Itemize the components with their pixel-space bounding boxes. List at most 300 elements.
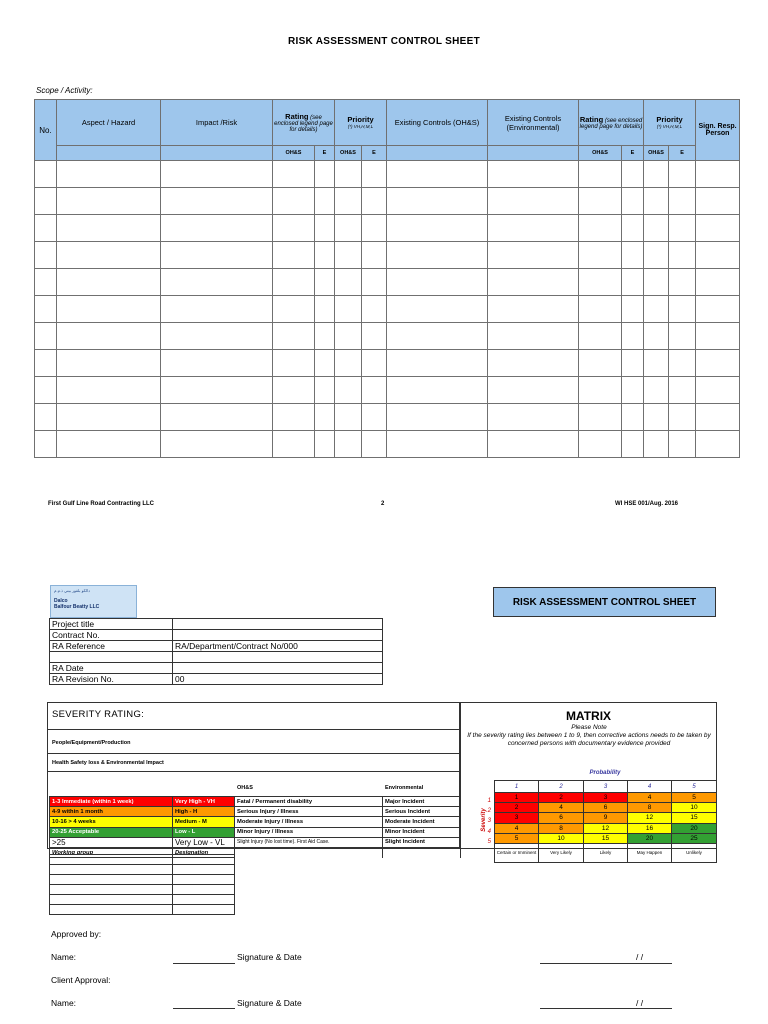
table-cell[interactable] xyxy=(579,296,622,323)
severity-number: 2 xyxy=(487,808,491,815)
severity-env: Major Incident xyxy=(383,797,461,807)
table-cell[interactable] xyxy=(57,242,161,269)
table-cell[interactable] xyxy=(335,296,362,323)
e-subheader: E xyxy=(362,146,387,161)
table-cell[interactable] xyxy=(315,188,335,215)
matrix-cell: 3 xyxy=(584,793,628,803)
ohs-subheader: OH&S xyxy=(644,146,669,161)
severity-env: Minor Incident xyxy=(383,827,461,837)
table-row xyxy=(35,161,740,188)
table-cell[interactable] xyxy=(488,161,579,188)
severity-row xyxy=(50,837,461,847)
footer-company: First Gulf Line Road Contracting LLC xyxy=(48,501,154,507)
table-cell[interactable] xyxy=(335,188,362,215)
table-cell[interactable] xyxy=(315,431,335,458)
table-cell[interactable] xyxy=(488,215,579,242)
table-cell[interactable] xyxy=(387,377,488,404)
matrix-row xyxy=(495,793,717,803)
table-cell[interactable] xyxy=(362,296,387,323)
info-label xyxy=(50,652,173,663)
table-cell[interactable] xyxy=(362,161,387,188)
table-cell[interactable] xyxy=(35,350,57,377)
table-cell[interactable] xyxy=(362,350,387,377)
rating-header-2: Rating (see enclosed legend page for details) xyxy=(579,100,644,146)
table-row xyxy=(35,296,740,323)
table-cell[interactable] xyxy=(622,404,644,431)
table-cell[interactable] xyxy=(335,350,362,377)
table-cell[interactable] xyxy=(273,323,315,350)
table-cell[interactable] xyxy=(488,431,579,458)
matrix-cell: 15 xyxy=(672,813,717,823)
severity-time: 4-9 within 1 month xyxy=(50,807,173,817)
table-cell[interactable] xyxy=(696,431,740,458)
client-name-line[interactable] xyxy=(173,1008,235,1009)
info-label: Project title xyxy=(50,619,173,630)
table-cell[interactable] xyxy=(669,188,696,215)
severity-row xyxy=(50,807,461,817)
table-cell[interactable] xyxy=(335,431,362,458)
table-row xyxy=(35,269,740,296)
table-row xyxy=(35,242,740,269)
info-row xyxy=(50,663,383,674)
matrix-cell: 4 xyxy=(495,823,539,833)
ohs-subheader: OH&S xyxy=(335,146,362,161)
severity-rating-title: SEVERITY RATING: xyxy=(52,709,145,720)
risk-assessment-table xyxy=(34,99,740,458)
table-cell[interactable] xyxy=(362,188,387,215)
table-cell[interactable] xyxy=(622,215,644,242)
matrix-cell: 2 xyxy=(495,803,539,813)
ohs-subheader: OH&S xyxy=(579,146,622,161)
table-cell[interactable] xyxy=(579,215,622,242)
environmental-column-label: Environmental xyxy=(385,785,424,791)
probability-label: Probability xyxy=(589,770,621,776)
table-cell[interactable] xyxy=(669,350,696,377)
probability-label-cell: Unlikely xyxy=(672,843,717,862)
probability-number: 4 xyxy=(628,781,672,793)
sign-header: Sign. Resp. Person xyxy=(696,100,740,161)
table-cell[interactable] xyxy=(315,296,335,323)
table-cell[interactable] xyxy=(57,404,161,431)
info-label: RA Date xyxy=(50,663,173,674)
table-cell[interactable] xyxy=(644,188,669,215)
table-cell[interactable] xyxy=(579,188,622,215)
table-cell[interactable] xyxy=(57,269,161,296)
table-cell[interactable] xyxy=(644,161,669,188)
table-cell[interactable] xyxy=(273,188,315,215)
table-cell[interactable] xyxy=(161,242,273,269)
table-cell[interactable] xyxy=(362,404,387,431)
severity-ohs: Serious Injury / Illness xyxy=(235,807,383,817)
no-header: No. xyxy=(35,100,57,161)
risk-matrix-table xyxy=(494,780,717,863)
table-cell[interactable] xyxy=(669,431,696,458)
table-cell[interactable] xyxy=(669,377,696,404)
info-value[interactable] xyxy=(173,619,383,630)
table-cell[interactable] xyxy=(161,296,273,323)
matrix-cell: 5 xyxy=(672,793,717,803)
table-cell[interactable] xyxy=(35,377,57,404)
company-logo: دالكو بلفور بيتي ذ.م.م Dalco Balfour Beatty LLC xyxy=(50,585,137,618)
client-date-slashes: / / xyxy=(636,998,644,1008)
severity-time: 1-3 Immediate (within 1 week) xyxy=(50,797,173,807)
table-cell[interactable] xyxy=(335,215,362,242)
table-cell[interactable] xyxy=(579,404,622,431)
matrix-cell: 10 xyxy=(539,833,584,843)
matrix-row xyxy=(495,813,717,823)
table-cell[interactable] xyxy=(579,431,622,458)
table-cell[interactable] xyxy=(273,269,315,296)
table-cell[interactable] xyxy=(622,161,644,188)
table-cell[interactable] xyxy=(387,188,488,215)
table-cell[interactable] xyxy=(387,242,488,269)
table-row xyxy=(35,377,740,404)
table-cell[interactable] xyxy=(335,404,362,431)
table-cell[interactable] xyxy=(488,188,579,215)
probability-label-cell: Certain or Imminent xyxy=(495,843,539,862)
severity-row xyxy=(50,797,461,807)
info-row xyxy=(50,652,383,663)
table-cell[interactable] xyxy=(57,323,161,350)
page-title: RISK ASSESSMENT CONTROL SHEET xyxy=(287,36,481,47)
table-cell[interactable] xyxy=(35,215,57,242)
table-cell[interactable] xyxy=(315,404,335,431)
ohs-column-label: OH&S xyxy=(237,785,253,791)
e-subheader: E xyxy=(315,146,335,161)
ohs-subheader: OH&S xyxy=(273,146,315,161)
probability-label-cell: Very Likely xyxy=(539,843,584,862)
table-cell[interactable] xyxy=(579,161,622,188)
table-cell[interactable] xyxy=(315,269,335,296)
matrix-cell: 20 xyxy=(672,823,717,833)
matrix-cell: 1 xyxy=(495,793,539,803)
scope-label: Scope / Activity: xyxy=(36,86,93,95)
table-cell[interactable] xyxy=(273,242,315,269)
table-row xyxy=(35,215,740,242)
info-label: Contract No. xyxy=(50,630,173,641)
table-cell[interactable] xyxy=(57,215,161,242)
severity-number: 4 xyxy=(487,828,491,835)
table-cell[interactable] xyxy=(644,404,669,431)
table-cell[interactable] xyxy=(622,269,644,296)
table-cell[interactable] xyxy=(622,350,644,377)
severity-level: High - H xyxy=(173,807,235,817)
severity-level: Very Low - VL xyxy=(173,837,235,847)
designation-label: Designation xyxy=(173,847,235,857)
existing-controls-env-header: Existing Controls (Environmental) xyxy=(488,100,579,146)
table-cell[interactable] xyxy=(387,269,488,296)
footer-page-number: 2 xyxy=(381,501,385,507)
table-cell[interactable] xyxy=(696,215,740,242)
table-cell[interactable] xyxy=(315,377,335,404)
e-subheader: E xyxy=(622,146,644,161)
table-cell[interactable] xyxy=(273,296,315,323)
table-cell[interactable] xyxy=(362,215,387,242)
table-cell[interactable] xyxy=(362,431,387,458)
probability-label-cell: Likely xyxy=(584,843,628,862)
table-cell[interactable] xyxy=(57,431,161,458)
table-cell[interactable] xyxy=(387,323,488,350)
table-cell[interactable] xyxy=(387,431,488,458)
table-cell[interactable] xyxy=(335,242,362,269)
table-cell[interactable] xyxy=(35,323,57,350)
severity-number: 5 xyxy=(487,838,491,845)
table-cell[interactable] xyxy=(644,269,669,296)
table-cell[interactable] xyxy=(335,269,362,296)
table-cell[interactable] xyxy=(644,242,669,269)
table-cell[interactable] xyxy=(622,323,644,350)
info-label: RA Reference xyxy=(50,641,173,652)
table-cell[interactable] xyxy=(669,296,696,323)
table-cell[interactable] xyxy=(315,350,335,377)
table-cell[interactable] xyxy=(57,161,161,188)
table-row xyxy=(35,323,740,350)
table-cell[interactable] xyxy=(644,377,669,404)
table-cell[interactable] xyxy=(579,350,622,377)
probability-number: 1 xyxy=(495,781,539,793)
table-cell[interactable] xyxy=(488,242,579,269)
severity-level: Medium - M xyxy=(173,817,235,827)
matrix-cell: 20 xyxy=(628,833,672,843)
table-cell[interactable] xyxy=(644,323,669,350)
table-cell[interactable] xyxy=(696,242,740,269)
table-cell[interactable] xyxy=(387,350,488,377)
table-cell[interactable] xyxy=(362,242,387,269)
matrix-cell: 6 xyxy=(539,813,584,823)
table-cell[interactable] xyxy=(161,269,273,296)
severity-ohs: Slight Injury (No lost time). First Aid Case. xyxy=(235,837,383,847)
control-sheet-title: RISK ASSESSMENT CONTROL SHEET xyxy=(493,587,716,617)
table-cell[interactable] xyxy=(273,377,315,404)
table-cell[interactable] xyxy=(488,377,579,404)
table-cell[interactable] xyxy=(579,377,622,404)
probability-number: 5 xyxy=(672,781,717,793)
table-cell[interactable] xyxy=(669,242,696,269)
approved-by-label: Approved by: xyxy=(51,929,102,939)
table-cell[interactable] xyxy=(315,323,335,350)
table-cell[interactable] xyxy=(161,161,273,188)
matrix-cell: 12 xyxy=(584,823,628,833)
name-label: Name: xyxy=(51,952,77,962)
matrix-cell: 4 xyxy=(539,803,584,813)
priority-header-1: Priority (*) VH,H,M,L xyxy=(335,100,387,146)
info-value[interactable]: 00 xyxy=(173,674,383,685)
client-signature-date-label: Signature & Date xyxy=(237,998,302,1008)
table-cell[interactable] xyxy=(696,161,740,188)
table-cell[interactable] xyxy=(273,215,315,242)
matrix-row xyxy=(495,803,717,813)
severity-axis-numbers xyxy=(476,796,494,847)
info-value[interactable]: RA/Department/Contract No/000 xyxy=(173,641,383,652)
table-cell[interactable] xyxy=(622,377,644,404)
table-cell[interactable] xyxy=(35,242,57,269)
severity-env: Serious Incident xyxy=(383,807,461,817)
severity-table xyxy=(49,796,461,858)
info-row xyxy=(50,674,383,685)
table-cell[interactable] xyxy=(161,431,273,458)
table-cell[interactable] xyxy=(488,323,579,350)
table-cell[interactable] xyxy=(622,296,644,323)
severity-env: Moderate Incident xyxy=(383,817,461,827)
severity-level: Very High - VH xyxy=(173,797,235,807)
matrix-cell: 5 xyxy=(495,833,539,843)
severity-number: 1 xyxy=(487,798,491,804)
existing-controls-ohs-header: Existing Controls (OH&S) xyxy=(387,100,488,146)
client-signature-line[interactable] xyxy=(540,1008,672,1009)
table-cell[interactable] xyxy=(273,431,315,458)
table-cell[interactable] xyxy=(273,404,315,431)
table-cell[interactable] xyxy=(387,296,488,323)
matrix-cell: 6 xyxy=(584,803,628,813)
table-cell[interactable] xyxy=(161,188,273,215)
table-cell[interactable] xyxy=(35,188,57,215)
hse-impact-label: Health Safety loss & Environmental Impact xyxy=(52,760,164,766)
table-cell[interactable] xyxy=(362,323,387,350)
matrix-note: Please Note If the severity rating lies between 1 to 9, then corrective actions needs to be taken by concerned persons with documentary evidence provided xyxy=(467,724,711,747)
table-cell[interactable] xyxy=(35,431,57,458)
info-value[interactable] xyxy=(173,630,383,641)
table-cell[interactable] xyxy=(57,296,161,323)
table-cell[interactable] xyxy=(315,215,335,242)
table-cell[interactable] xyxy=(57,350,161,377)
table-cell[interactable] xyxy=(335,161,362,188)
table-cell[interactable] xyxy=(488,404,579,431)
info-value[interactable] xyxy=(173,652,383,663)
severity-time: 10-16 > 4 weeks xyxy=(50,817,173,827)
table-cell[interactable] xyxy=(696,404,740,431)
table-cell[interactable] xyxy=(669,215,696,242)
table-cell[interactable] xyxy=(622,431,644,458)
e-subheader: E xyxy=(669,146,696,161)
table-cell[interactable] xyxy=(35,269,57,296)
info-value[interactable] xyxy=(173,663,383,674)
table-cell[interactable] xyxy=(57,188,161,215)
table-cell[interactable] xyxy=(669,161,696,188)
table-cell[interactable] xyxy=(57,377,161,404)
table-cell[interactable] xyxy=(696,323,740,350)
table-cell[interactable] xyxy=(161,377,273,404)
info-row xyxy=(50,641,383,652)
working-group-table xyxy=(49,854,235,915)
table-cell[interactable] xyxy=(669,323,696,350)
impact-header: Impact /Risk xyxy=(161,100,273,146)
matrix-cell: 2 xyxy=(539,793,584,803)
date-slashes: / / xyxy=(636,952,644,962)
table-cell[interactable] xyxy=(362,269,387,296)
table-cell[interactable] xyxy=(315,161,335,188)
info-row xyxy=(50,619,383,630)
signature-line[interactable] xyxy=(540,963,672,964)
matrix-cell: 9 xyxy=(584,813,628,823)
matrix-cell: 3 xyxy=(495,813,539,823)
table-cell[interactable] xyxy=(644,296,669,323)
table-cell[interactable] xyxy=(387,215,488,242)
matrix-title: MATRIX xyxy=(565,709,612,723)
table-cell[interactable] xyxy=(644,431,669,458)
probability-number: 2 xyxy=(539,781,584,793)
info-label: RA Revision No. xyxy=(50,674,173,685)
table-cell[interactable] xyxy=(696,269,740,296)
matrix-cell: 10 xyxy=(672,803,717,813)
matrix-cell: 8 xyxy=(539,823,584,833)
table-cell[interactable] xyxy=(161,323,273,350)
table-cell[interactable] xyxy=(362,377,387,404)
matrix-cell: 8 xyxy=(628,803,672,813)
table-cell[interactable] xyxy=(669,269,696,296)
priority-header-2: Priority (*) VH,H,M,L xyxy=(644,100,696,146)
client-name-label: Name: xyxy=(51,998,77,1008)
table-cell[interactable] xyxy=(696,296,740,323)
table-cell[interactable] xyxy=(579,269,622,296)
table-cell[interactable] xyxy=(579,323,622,350)
table-cell[interactable] xyxy=(315,242,335,269)
table-cell[interactable] xyxy=(644,350,669,377)
table-cell[interactable] xyxy=(35,404,57,431)
matrix-cell: 12 xyxy=(628,813,672,823)
matrix-row xyxy=(495,823,717,833)
people-equipment-label: People/Equipment/Production xyxy=(52,740,131,746)
matrix-cell: 16 xyxy=(628,823,672,833)
probability-label-cell: May Happen xyxy=(628,843,672,862)
table-row xyxy=(35,350,740,377)
severity-level: Low - L xyxy=(173,827,235,837)
severity-ohs: Fatal / Permanent disability xyxy=(235,797,383,807)
severity-time: >25 xyxy=(50,837,173,847)
table-cell[interactable] xyxy=(622,242,644,269)
name-line[interactable] xyxy=(173,963,235,964)
table-cell[interactable] xyxy=(696,350,740,377)
table-cell[interactable] xyxy=(696,377,740,404)
table-cell[interactable] xyxy=(273,350,315,377)
table-cell[interactable] xyxy=(644,215,669,242)
table-row xyxy=(35,431,740,458)
table-cell[interactable] xyxy=(273,161,315,188)
table-cell[interactable] xyxy=(488,269,579,296)
project-info-table xyxy=(49,618,383,685)
table-cell[interactable] xyxy=(161,215,273,242)
table-cell[interactable] xyxy=(622,188,644,215)
table-cell[interactable] xyxy=(696,188,740,215)
table-cell[interactable] xyxy=(669,404,696,431)
aspect-header: Aspect / Hazard xyxy=(57,100,161,146)
severity-ohs: Minor Injury / Illness xyxy=(235,827,383,837)
rating-header-1: Rating (see enclosed legend page for details) xyxy=(273,100,335,146)
table-cell[interactable] xyxy=(488,296,579,323)
table-cell[interactable] xyxy=(579,242,622,269)
matrix-cell: 4 xyxy=(628,793,672,803)
table-cell[interactable] xyxy=(488,350,579,377)
severity-time: 20-25 Acceptable xyxy=(50,827,173,837)
table-cell[interactable] xyxy=(161,404,273,431)
matrix-cell: 25 xyxy=(672,833,717,843)
table-cell[interactable] xyxy=(35,161,57,188)
table-row xyxy=(35,188,740,215)
footer-doc-ref: WI HSE 001/Aug. 2016 xyxy=(615,501,679,507)
client-approval-label: Client Approval: xyxy=(51,975,111,985)
table-cell[interactable] xyxy=(387,404,488,431)
table-cell[interactable] xyxy=(161,350,273,377)
working-group-label: Working group xyxy=(50,847,173,857)
severity-row xyxy=(50,827,461,837)
severity-env: Slight Incident xyxy=(383,837,461,847)
table-cell[interactable] xyxy=(35,296,57,323)
severity-ohs: Moderate Injury / Illness xyxy=(235,817,383,827)
signature-date-label: Signature & Date xyxy=(237,952,302,962)
table-cell[interactable] xyxy=(335,323,362,350)
table-cell[interactable] xyxy=(387,161,488,188)
matrix-cell: 15 xyxy=(584,833,628,843)
table-cell[interactable] xyxy=(335,377,362,404)
